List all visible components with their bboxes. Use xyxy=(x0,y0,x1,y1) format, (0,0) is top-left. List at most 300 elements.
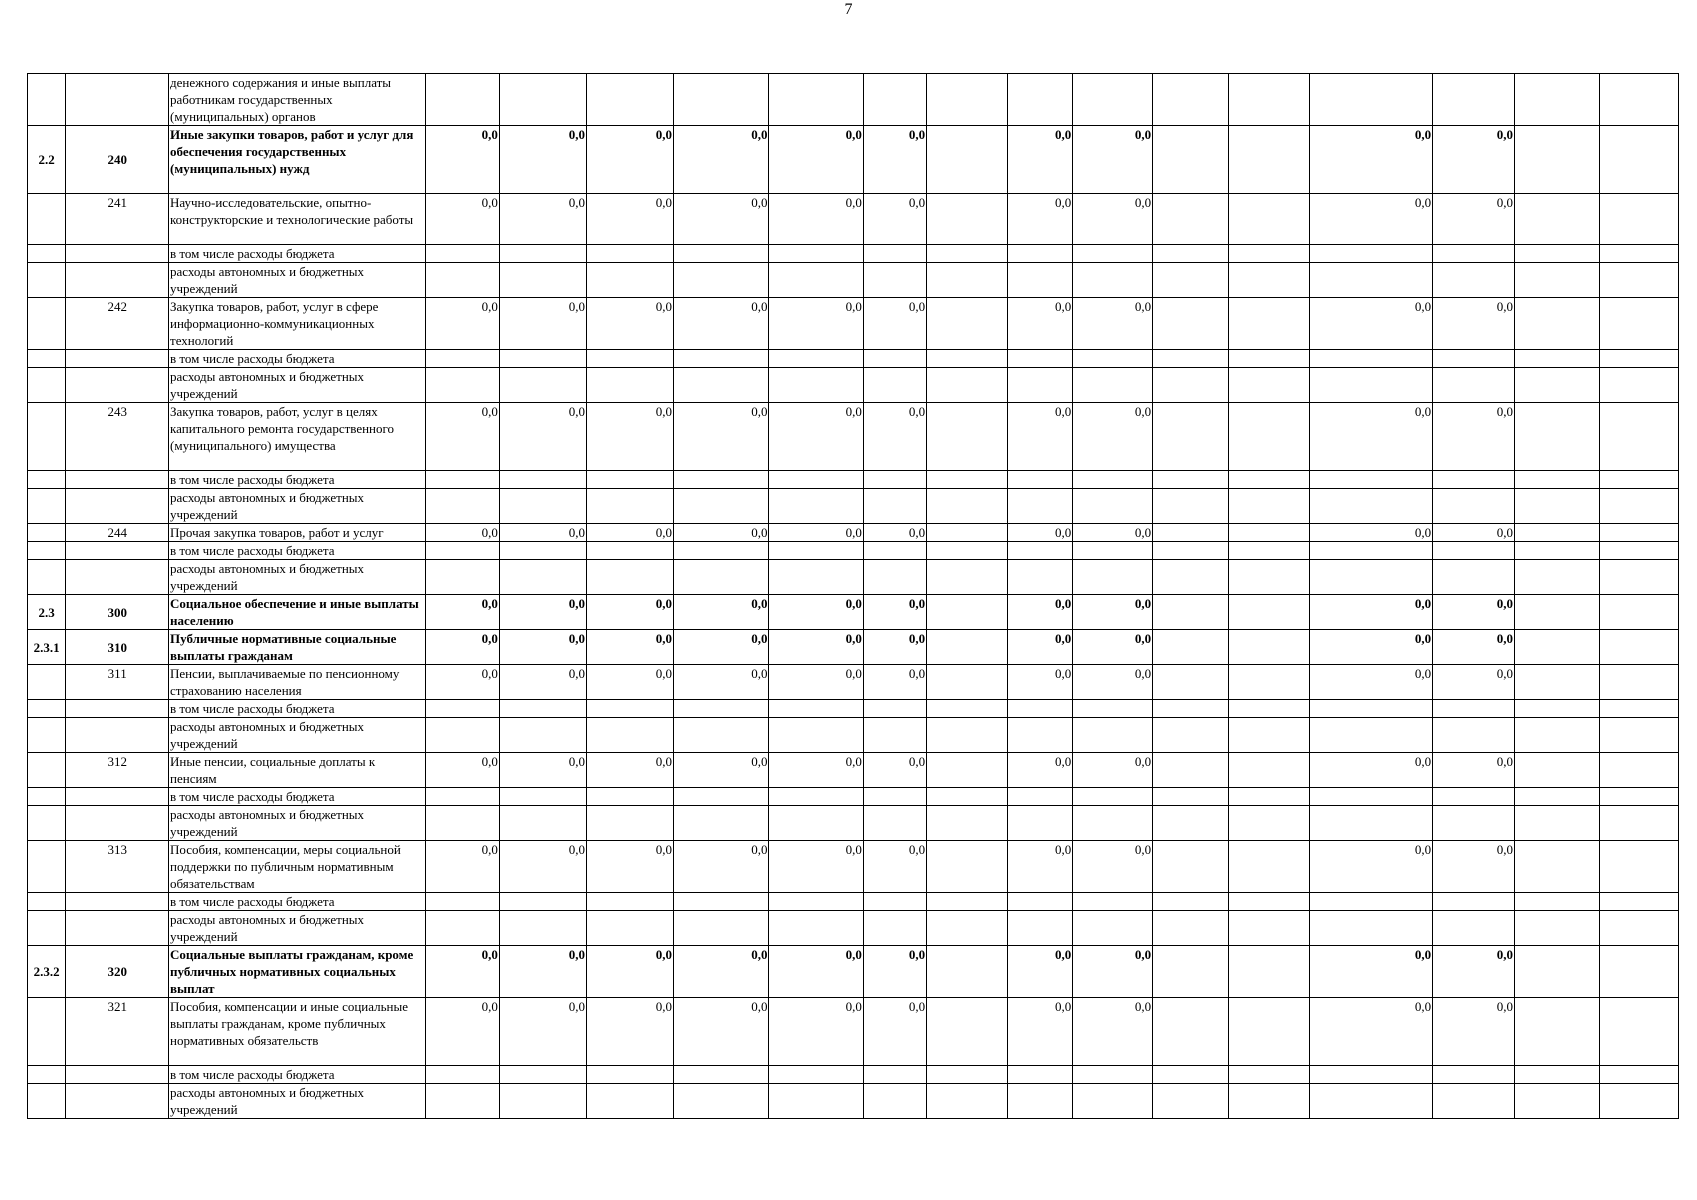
value-cell xyxy=(1228,298,1309,350)
value-cell xyxy=(1515,194,1600,245)
row-number-cell xyxy=(28,524,66,542)
value-cell: 0,0 xyxy=(863,194,926,245)
value-cell xyxy=(426,471,500,489)
value-cell xyxy=(1600,350,1679,368)
value-cell xyxy=(674,245,769,263)
value-cell xyxy=(1153,630,1229,665)
row-number-cell xyxy=(28,841,66,893)
value-cell: 0,0 xyxy=(426,524,500,542)
value-cell: 0,0 xyxy=(1309,403,1432,471)
value-cell xyxy=(1515,718,1600,753)
value-cell xyxy=(927,806,1008,841)
value-cell xyxy=(1228,718,1309,753)
value-cell xyxy=(1073,1084,1153,1119)
value-cell xyxy=(426,1084,500,1119)
expense-name-cell: Социальные выплаты гражданам, кроме публичных нормативных социальных выплат xyxy=(169,946,426,998)
value-cell xyxy=(1600,524,1679,542)
value-cell xyxy=(1433,560,1515,595)
value-cell xyxy=(1600,595,1679,630)
row-number-cell xyxy=(28,298,66,350)
value-cell xyxy=(1153,471,1229,489)
value-cell xyxy=(927,489,1008,524)
value-cell xyxy=(1153,806,1229,841)
expense-name-cell: Социальное обеспечение и иные выплаты населению xyxy=(169,595,426,630)
value-cell xyxy=(927,350,1008,368)
expense-name-cell: в том числе расходы бюджета xyxy=(169,471,426,489)
row-number-cell: 2.3 xyxy=(28,595,66,630)
value-cell xyxy=(927,263,1008,298)
value-cell xyxy=(586,911,673,946)
value-cell: 0,0 xyxy=(674,946,769,998)
value-cell xyxy=(769,74,863,126)
value-cell xyxy=(1515,489,1600,524)
value-cell xyxy=(927,753,1008,788)
value-cell xyxy=(499,368,586,403)
expense-name-cell: в том числе расходы бюджета xyxy=(169,245,426,263)
value-cell xyxy=(586,788,673,806)
table-row xyxy=(28,1066,1679,1084)
value-cell: 0,0 xyxy=(1433,403,1515,471)
value-cell: 0,0 xyxy=(1007,753,1072,788)
value-cell: 0,0 xyxy=(499,841,586,893)
value-cell xyxy=(1153,595,1229,630)
value-cell: 0,0 xyxy=(1073,403,1153,471)
value-cell xyxy=(1007,911,1072,946)
value-cell xyxy=(1153,403,1229,471)
expense-name-cell: в том числе расходы бюджета xyxy=(169,700,426,718)
value-cell xyxy=(927,74,1008,126)
expense-code-cell xyxy=(66,911,169,946)
value-cell xyxy=(426,806,500,841)
value-cell: 0,0 xyxy=(426,946,500,998)
value-cell xyxy=(1153,560,1229,595)
value-cell: 0,0 xyxy=(499,403,586,471)
value-cell xyxy=(769,489,863,524)
value-cell xyxy=(586,560,673,595)
value-cell xyxy=(1073,263,1153,298)
value-cell xyxy=(1515,560,1600,595)
value-cell: 0,0 xyxy=(1073,665,1153,700)
value-cell xyxy=(1515,665,1600,700)
row-number-cell xyxy=(28,542,66,560)
value-cell xyxy=(499,560,586,595)
expense-name-cell: в том числе расходы бюджета xyxy=(169,893,426,911)
value-cell xyxy=(1153,700,1229,718)
value-cell xyxy=(1600,700,1679,718)
value-cell xyxy=(1515,1066,1600,1084)
value-cell: 0,0 xyxy=(1073,194,1153,245)
row-number-cell xyxy=(28,1066,66,1084)
value-cell xyxy=(863,368,926,403)
value-cell xyxy=(1515,74,1600,126)
value-cell xyxy=(1600,665,1679,700)
expense-name-cell: расходы автономных и бюджетных учреждений xyxy=(169,368,426,403)
table-row xyxy=(28,841,1679,893)
expense-code-cell: 313 xyxy=(66,841,169,893)
expense-name-cell: расходы автономных и бюджетных учреждений xyxy=(169,560,426,595)
value-cell: 0,0 xyxy=(586,194,673,245)
row-number-cell xyxy=(28,700,66,718)
value-cell: 0,0 xyxy=(674,595,769,630)
value-cell xyxy=(927,718,1008,753)
value-cell: 0,0 xyxy=(674,194,769,245)
value-cell xyxy=(863,560,926,595)
value-cell xyxy=(863,911,926,946)
value-cell: 0,0 xyxy=(1309,595,1432,630)
value-cell xyxy=(1433,368,1515,403)
value-cell xyxy=(586,263,673,298)
expense-name-cell: в том числе расходы бюджета xyxy=(169,350,426,368)
value-cell: 0,0 xyxy=(499,753,586,788)
value-cell xyxy=(927,298,1008,350)
value-cell xyxy=(1309,489,1432,524)
table-row xyxy=(28,998,1679,1066)
value-cell xyxy=(1153,893,1229,911)
value-cell xyxy=(1309,911,1432,946)
value-cell xyxy=(1153,718,1229,753)
row-number-cell xyxy=(28,998,66,1066)
value-cell: 0,0 xyxy=(586,595,673,630)
table-row xyxy=(28,74,1679,126)
value-cell xyxy=(1007,718,1072,753)
value-cell xyxy=(499,911,586,946)
value-cell xyxy=(499,350,586,368)
value-cell xyxy=(1515,893,1600,911)
expense-code-cell xyxy=(66,560,169,595)
value-cell: 0,0 xyxy=(769,753,863,788)
row-number-cell: 2.3.2 xyxy=(28,946,66,998)
value-cell: 0,0 xyxy=(769,126,863,194)
value-cell xyxy=(1515,350,1600,368)
value-cell: 0,0 xyxy=(1309,194,1432,245)
value-cell xyxy=(1153,1084,1229,1119)
table-row xyxy=(28,893,1679,911)
expense-code-cell xyxy=(66,893,169,911)
value-cell xyxy=(1153,489,1229,524)
value-cell xyxy=(1228,700,1309,718)
value-cell xyxy=(1600,718,1679,753)
value-cell: 0,0 xyxy=(1073,126,1153,194)
value-cell xyxy=(1433,74,1515,126)
value-cell xyxy=(1153,753,1229,788)
value-cell xyxy=(1153,524,1229,542)
table-row xyxy=(28,263,1679,298)
expense-code-cell xyxy=(66,489,169,524)
value-cell xyxy=(1433,893,1515,911)
value-cell xyxy=(1228,665,1309,700)
value-cell xyxy=(1433,263,1515,298)
value-cell: 0,0 xyxy=(499,998,586,1066)
value-cell xyxy=(1007,1084,1072,1119)
value-cell xyxy=(769,700,863,718)
value-cell xyxy=(1433,542,1515,560)
value-cell xyxy=(1515,245,1600,263)
value-cell xyxy=(1600,74,1679,126)
value-cell xyxy=(1309,718,1432,753)
value-cell xyxy=(1228,194,1309,245)
value-cell xyxy=(674,350,769,368)
value-cell xyxy=(769,350,863,368)
value-cell xyxy=(499,1084,586,1119)
value-cell xyxy=(426,368,500,403)
value-cell xyxy=(1007,350,1072,368)
value-cell xyxy=(1073,806,1153,841)
expense-code-cell: 312 xyxy=(66,753,169,788)
value-cell xyxy=(927,788,1008,806)
value-cell: 0,0 xyxy=(586,753,673,788)
value-cell xyxy=(1600,298,1679,350)
value-cell xyxy=(674,263,769,298)
value-cell xyxy=(674,471,769,489)
value-cell xyxy=(769,471,863,489)
value-cell xyxy=(674,806,769,841)
row-number-cell xyxy=(28,1084,66,1119)
value-cell xyxy=(1228,524,1309,542)
value-cell: 0,0 xyxy=(1007,194,1072,245)
value-cell xyxy=(1007,893,1072,911)
value-cell xyxy=(1433,245,1515,263)
table-row xyxy=(28,753,1679,788)
row-number-cell xyxy=(28,560,66,595)
value-cell xyxy=(1228,489,1309,524)
value-cell xyxy=(769,893,863,911)
value-cell: 0,0 xyxy=(426,194,500,245)
value-cell xyxy=(927,560,1008,595)
value-cell xyxy=(927,841,1008,893)
value-cell xyxy=(927,1066,1008,1084)
value-cell xyxy=(1073,911,1153,946)
value-cell: 0,0 xyxy=(586,524,673,542)
row-number-cell xyxy=(28,403,66,471)
value-cell xyxy=(1515,595,1600,630)
value-cell: 0,0 xyxy=(863,946,926,998)
value-cell xyxy=(927,126,1008,194)
table-body xyxy=(28,74,1679,1119)
value-cell xyxy=(1433,700,1515,718)
value-cell: 0,0 xyxy=(499,595,586,630)
value-cell xyxy=(927,403,1008,471)
expense-code-cell xyxy=(66,74,169,126)
expense-code-cell: 311 xyxy=(66,665,169,700)
value-cell: 0,0 xyxy=(499,946,586,998)
value-cell xyxy=(499,542,586,560)
table-row xyxy=(28,298,1679,350)
value-cell xyxy=(1073,471,1153,489)
row-number-cell xyxy=(28,806,66,841)
value-cell: 0,0 xyxy=(674,665,769,700)
value-cell: 0,0 xyxy=(1007,998,1072,1066)
value-cell xyxy=(863,788,926,806)
value-cell: 0,0 xyxy=(1309,298,1432,350)
value-cell: 0,0 xyxy=(769,630,863,665)
value-cell xyxy=(927,194,1008,245)
value-cell: 0,0 xyxy=(863,998,926,1066)
value-cell: 0,0 xyxy=(674,630,769,665)
table-row xyxy=(28,788,1679,806)
value-cell xyxy=(426,263,500,298)
value-cell: 0,0 xyxy=(1433,998,1515,1066)
value-cell: 0,0 xyxy=(499,194,586,245)
value-cell xyxy=(499,700,586,718)
value-cell: 0,0 xyxy=(586,946,673,998)
expense-name-cell: Пенсии, выплачиваемые по пенсионному страхованию населения xyxy=(169,665,426,700)
value-cell xyxy=(1600,806,1679,841)
value-cell xyxy=(927,630,1008,665)
value-cell xyxy=(769,542,863,560)
value-cell: 0,0 xyxy=(1433,524,1515,542)
value-cell xyxy=(674,788,769,806)
expense-name-cell: Пособия, компенсации, меры социальной поддержки по публичным нормативным обязательствам xyxy=(169,841,426,893)
value-cell: 0,0 xyxy=(1073,595,1153,630)
value-cell xyxy=(863,74,926,126)
value-cell: 0,0 xyxy=(499,524,586,542)
value-cell xyxy=(426,911,500,946)
value-cell xyxy=(674,1066,769,1084)
value-cell xyxy=(674,700,769,718)
value-cell xyxy=(927,471,1008,489)
expense-name-cell: расходы автономных и бюджетных учреждений xyxy=(169,911,426,946)
value-cell xyxy=(1515,630,1600,665)
value-cell: 0,0 xyxy=(769,665,863,700)
value-cell: 0,0 xyxy=(1433,753,1515,788)
value-cell xyxy=(927,700,1008,718)
value-cell: 0,0 xyxy=(863,630,926,665)
expense-code-cell xyxy=(66,368,169,403)
expenditure-table xyxy=(27,73,1679,1119)
value-cell xyxy=(1228,893,1309,911)
expense-name-cell: Прочая закупка товаров, работ и услуг xyxy=(169,524,426,542)
value-cell: 0,0 xyxy=(863,665,926,700)
value-cell xyxy=(927,665,1008,700)
value-cell xyxy=(1515,998,1600,1066)
value-cell xyxy=(1228,753,1309,788)
expense-name-cell: в том числе расходы бюджета xyxy=(169,788,426,806)
value-cell xyxy=(769,560,863,595)
value-cell xyxy=(1309,471,1432,489)
row-number-cell xyxy=(28,788,66,806)
table-row xyxy=(28,368,1679,403)
value-cell xyxy=(769,788,863,806)
value-cell xyxy=(1515,806,1600,841)
value-cell xyxy=(1309,806,1432,841)
value-cell xyxy=(1515,368,1600,403)
expense-code-cell xyxy=(66,1066,169,1084)
value-cell xyxy=(927,245,1008,263)
value-cell xyxy=(426,350,500,368)
value-cell xyxy=(1515,263,1600,298)
value-cell xyxy=(1600,489,1679,524)
value-cell: 0,0 xyxy=(426,998,500,1066)
value-cell xyxy=(927,998,1008,1066)
value-cell: 0,0 xyxy=(1007,524,1072,542)
value-cell xyxy=(674,542,769,560)
value-cell: 0,0 xyxy=(769,595,863,630)
value-cell: 0,0 xyxy=(1309,753,1432,788)
expense-code-cell xyxy=(66,350,169,368)
value-cell: 0,0 xyxy=(426,403,500,471)
value-cell xyxy=(1600,630,1679,665)
table-row xyxy=(28,542,1679,560)
row-number-cell xyxy=(28,263,66,298)
value-cell xyxy=(1600,946,1679,998)
value-cell xyxy=(499,718,586,753)
value-cell: 0,0 xyxy=(1309,998,1432,1066)
value-cell xyxy=(1153,946,1229,998)
value-cell xyxy=(1228,946,1309,998)
value-cell: 0,0 xyxy=(1433,126,1515,194)
value-cell xyxy=(1600,245,1679,263)
value-cell: 0,0 xyxy=(1309,126,1432,194)
value-cell xyxy=(1007,471,1072,489)
value-cell xyxy=(499,245,586,263)
value-cell xyxy=(1600,403,1679,471)
row-number-cell xyxy=(28,471,66,489)
value-cell xyxy=(1515,788,1600,806)
value-cell xyxy=(586,893,673,911)
value-cell: 0,0 xyxy=(499,665,586,700)
value-cell: 0,0 xyxy=(769,998,863,1066)
value-cell xyxy=(1153,298,1229,350)
value-cell: 0,0 xyxy=(426,753,500,788)
value-cell: 0,0 xyxy=(1433,595,1515,630)
value-cell xyxy=(426,718,500,753)
value-cell xyxy=(674,893,769,911)
value-cell xyxy=(1600,911,1679,946)
row-number-cell xyxy=(28,489,66,524)
value-cell xyxy=(1433,1084,1515,1119)
value-cell xyxy=(499,471,586,489)
value-cell xyxy=(1515,841,1600,893)
value-cell: 0,0 xyxy=(674,126,769,194)
value-cell: 0,0 xyxy=(499,298,586,350)
value-cell xyxy=(1433,788,1515,806)
row-number-cell xyxy=(28,893,66,911)
value-cell: 0,0 xyxy=(1433,665,1515,700)
value-cell: 0,0 xyxy=(769,946,863,998)
value-cell: 0,0 xyxy=(863,298,926,350)
value-cell: 0,0 xyxy=(586,126,673,194)
value-cell xyxy=(674,911,769,946)
expense-code-cell: 240 xyxy=(66,126,169,194)
value-cell xyxy=(1153,74,1229,126)
expense-name-cell: расходы автономных и бюджетных учреждений xyxy=(169,718,426,753)
value-cell xyxy=(769,368,863,403)
expense-code-cell xyxy=(66,788,169,806)
value-cell: 0,0 xyxy=(426,595,500,630)
value-cell xyxy=(1600,263,1679,298)
value-cell xyxy=(1309,542,1432,560)
value-cell xyxy=(1007,700,1072,718)
expense-code-cell xyxy=(66,542,169,560)
value-cell: 0,0 xyxy=(863,841,926,893)
value-cell xyxy=(1433,911,1515,946)
page-number: 7 xyxy=(844,1,853,18)
value-cell xyxy=(1515,946,1600,998)
value-cell: 0,0 xyxy=(1309,841,1432,893)
value-cell xyxy=(927,911,1008,946)
value-cell xyxy=(1228,542,1309,560)
value-cell: 0,0 xyxy=(1073,841,1153,893)
expense-name-cell: расходы автономных и бюджетных учреждений xyxy=(169,1084,426,1119)
value-cell xyxy=(927,893,1008,911)
expense-code-cell xyxy=(66,806,169,841)
value-cell: 0,0 xyxy=(1073,946,1153,998)
value-cell: 0,0 xyxy=(769,524,863,542)
value-cell: 0,0 xyxy=(674,753,769,788)
value-cell xyxy=(1073,1066,1153,1084)
table-row xyxy=(28,665,1679,700)
value-cell: 0,0 xyxy=(1007,841,1072,893)
